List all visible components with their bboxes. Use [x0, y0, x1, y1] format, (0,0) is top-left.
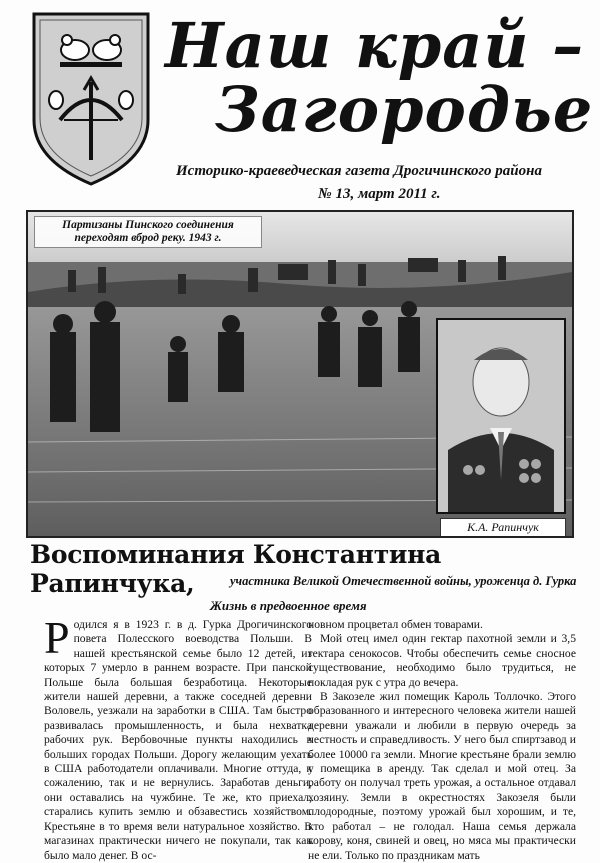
- photo-caption: Партизаны Пинского соединения переходят вброд реку. 1943 г.: [34, 216, 262, 248]
- veteran-portrait-image: [438, 320, 564, 512]
- newspaper-title: [165, 9, 594, 146]
- article-column-1: [44, 612, 312, 863]
- drop-cap: Р: [44, 612, 70, 663]
- article-headline: Воспоминания Константина Рапинчука,: [30, 540, 442, 598]
- newspaper-subtitle: Историко-краеведческая газета Дрогичинского района: [176, 163, 542, 179]
- issue-number: № 13, март 2011 г.: [318, 186, 441, 202]
- section-heading: Жизнь в предвоенное время: [210, 598, 367, 613]
- article-subheadline: участника Великой Отечественной войны, уроженца д. Гурка: [230, 574, 577, 588]
- article-column-2: [308, 618, 576, 863]
- partisans-photo: [26, 210, 574, 538]
- title-line-2: Загородье: [215, 73, 594, 146]
- paragraph: новном процветал обмен товарами.: [308, 618, 483, 631]
- paragraph: [44, 612, 312, 863]
- paragraph: В Закозеле жил помещик Кароль Толлочко. Этого образованного и интересного человека жители нашей деревни уважали и любили в первую очередь за честность и справедливость. У него был спиртзавод и более 10000 га земли. Многие крестьяне брали землю у помещика в аренду. Так сделал и мой отец. За работу он получал треть урожая, а остальное отдавал хозяину. Земли в окрестностях Закозеля были плодородные, поэтому урожай был хорошим, и те, кто работал – не голодал. Наша семья держала корову, коня, свиней и овец, но мяса мы практически не ели. Только по праздникам мать: [308, 690, 576, 862]
- paragraph: Мой отец имел один гектар пахотной земли и 3,5 гектара сенокосов. Чтобы обеспечить семье сносное существование, необходимо было трудиться, не покладая рук с утра до вечера.: [308, 632, 576, 689]
- portrait-photo: [436, 318, 566, 514]
- coat-of-arms-emblem: [30, 10, 152, 188]
- portrait-caption: К.А. Рапинчук: [440, 518, 566, 537]
- paragraph-text: одился я в 1923 г. в д. Гурка Дрогичинского повета Полесского воеводства Польши. В нашей крестьянской семье было 12 детей, из которых 7 умерло в раннем возрасте. При панской Польше была большая безработица. Некоторые жители нашей деревни, а также соседней деревни Воловель, уезжали на заработки в США. Там быстро развивалась промышленность, и была нехватка рабочих рук. Вербовочные пункты находились в больших городах Польши. Дорогу желающим уехать в США работодатели оплачивали. Многие оттуда, к сожалению, так и не вернулись. Заработав деньги, они оставались на чужбине. Те же, кто приехал, старались купить землю и обзавестись хозяйством. Крестьяне в то время вели натуральное хозяйство. В магазинах практически ничего не покупали, так как было мало денег. В ос-: [44, 618, 312, 862]
- title-line-1: Наш край –: [165, 9, 585, 82]
